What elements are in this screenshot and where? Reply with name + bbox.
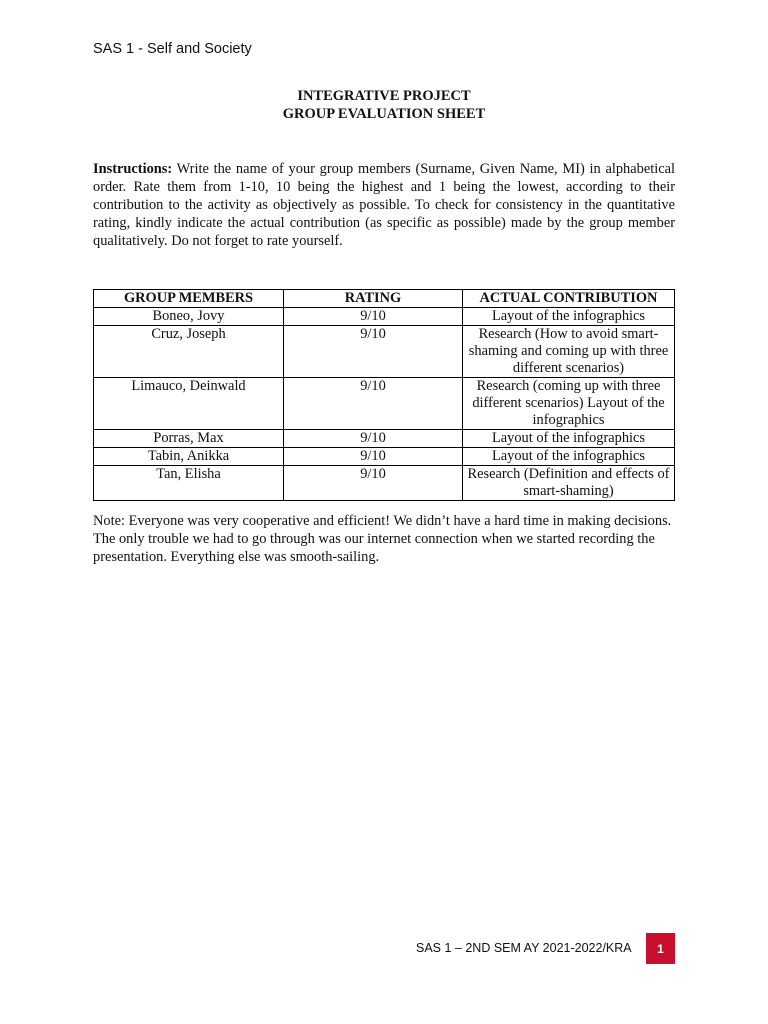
header-group-members: GROUP MEMBERS [94, 290, 284, 308]
member-contribution: Research (Definition and effects of smart-shaming) [463, 466, 675, 501]
member-rating: 9/10 [284, 326, 463, 378]
member-rating: 9/10 [284, 378, 463, 430]
member-name: Cruz, Joseph [94, 326, 284, 378]
table-row [94, 466, 675, 501]
member-name: Porras, Max [94, 430, 284, 448]
member-contribution: Layout of the infographics [463, 430, 675, 448]
header-actual-contribution: ACTUAL CONTRIBUTION [463, 290, 675, 308]
table-header-row [94, 290, 675, 308]
table-row [94, 430, 675, 448]
table-row [94, 448, 675, 466]
member-contribution: Layout of the infographics [463, 308, 675, 326]
instructions-text: Write the name of your group members (Surname, Given Name, MI) in alphabetical order. Rate them from 1-10, 10 being the highest and 1 being the lowest, according to their contribution to the activity as objectively as possible. To check for consistency in the quantitative rating, kindly indicate the actual contribution (as specific as possible) made by the group member qualitatively. Do not forget to rate yourself. [93, 161, 675, 249]
document-title: INTEGRATIVE PROJECT [297, 88, 471, 104]
member-contribution: Research (coming up with three different scenarios) Layout of the infographics [463, 378, 675, 430]
member-contribution: Layout of the infographics [463, 448, 675, 466]
table-row [94, 308, 675, 326]
member-contribution: Research (How to avoid smart-shaming and coming up with three different scenarios) [463, 326, 675, 378]
document-subtitle: GROUP EVALUATION SHEET [282, 106, 486, 122]
document-header: SAS 1 - Self and Society [93, 41, 252, 57]
member-rating: 9/10 [284, 466, 463, 501]
page-number-badge: 1 [646, 933, 675, 964]
member-rating: 9/10 [284, 308, 463, 326]
note-paragraph: Note: Everyone was very cooperative and efficient! We didn’t have a hard time in making decisions. The only trouble we had to go through was our internet connection when we started recording the presentation. Everything else was smooth-sailing. [93, 513, 672, 565]
member-rating: 9/10 [284, 448, 463, 466]
evaluation-table [93, 289, 675, 501]
footer-text: SAS 1 – 2ND SEM AY 2021-2022/KRA [416, 941, 632, 955]
member-name: Tabin, Anikka [94, 448, 284, 466]
member-name: Tan, Elisha [94, 466, 284, 501]
header-rating: RATING [284, 290, 463, 308]
member-rating: 9/10 [284, 430, 463, 448]
instructions-label: Instructions: [93, 161, 173, 177]
member-name: Limauco, Deinwald [94, 378, 284, 430]
instructions-paragraph [93, 160, 675, 250]
table-row [94, 326, 675, 378]
member-name: Boneo, Jovy [94, 308, 284, 326]
table-row [94, 378, 675, 430]
